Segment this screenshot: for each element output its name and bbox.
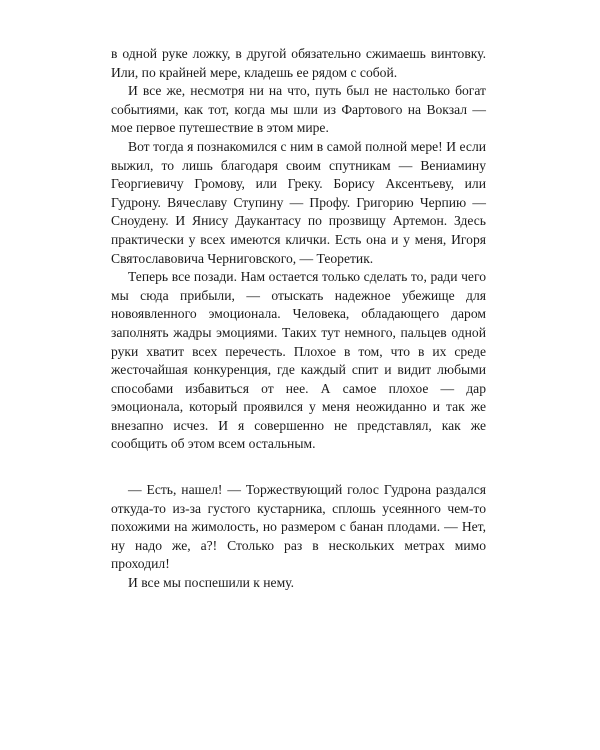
paragraph: — Есть, нашел! — Торжествующий голос Гудрона раздался откуда-то из-за густого кустарника, сплошь усеянного чем-то похожими на жимолость, но размером с банан плодами. — Нет, ну надо же, а?! Столько раз в нескольких метрах мимо проходил!	[111, 482, 486, 572]
section-break	[111, 454, 486, 481]
paragraph: Вот тогда я познакомился с ним в самой полной мере! И если выжил, то лишь благодаря своим спутникам — Вениамину Георгиевичу Громову, или Греку. Борису Аксентьеву, или Гудрону. Вячеславу Ступину — Профу. Григорию Черпию — Сноудену. И Янису Даукантасу по прозвищу Артемон. Здесь практически у всех имеются клички. Есть она и у меня, Игоря Святославовича Черниговского, — Теоретик.	[111, 138, 486, 266]
paragraph: И все же, несмотря ни на что, путь был не настолько богат событиями, как тот, когда мы шли из Фартового на Вокзал — мое первое путешествие в этом мире.	[111, 83, 486, 136]
paragraph: Теперь все позади. Нам остается только сделать то, ради чего мы сюда прибыли, — отыскать надежное убежище для новоявленного эмоционала. Человека, обладающего даром заполнять жадры эмоциями. Таких тут немного, пальцев одной руки хватит всех перечесть. Плохое в том, что в их среде жесточайшая конкуренция, где каждый спит и видит любыми способами избавиться от нее. А самое плохое — дар эмоционала, который проявился у меня неожиданно и так же внезапно исчез. И я совершенно не представлял, как же сообщить об этом всем остальным.	[111, 269, 486, 452]
paragraph-continued: в одной руке ложку, в другой обязательно сжимаешь винтовку. Или, по крайней мере, кладешь ее рядом с собой.	[111, 46, 486, 80]
page-text	[111, 45, 486, 593]
paragraph: И все мы поспешили к нему.	[128, 575, 295, 591]
